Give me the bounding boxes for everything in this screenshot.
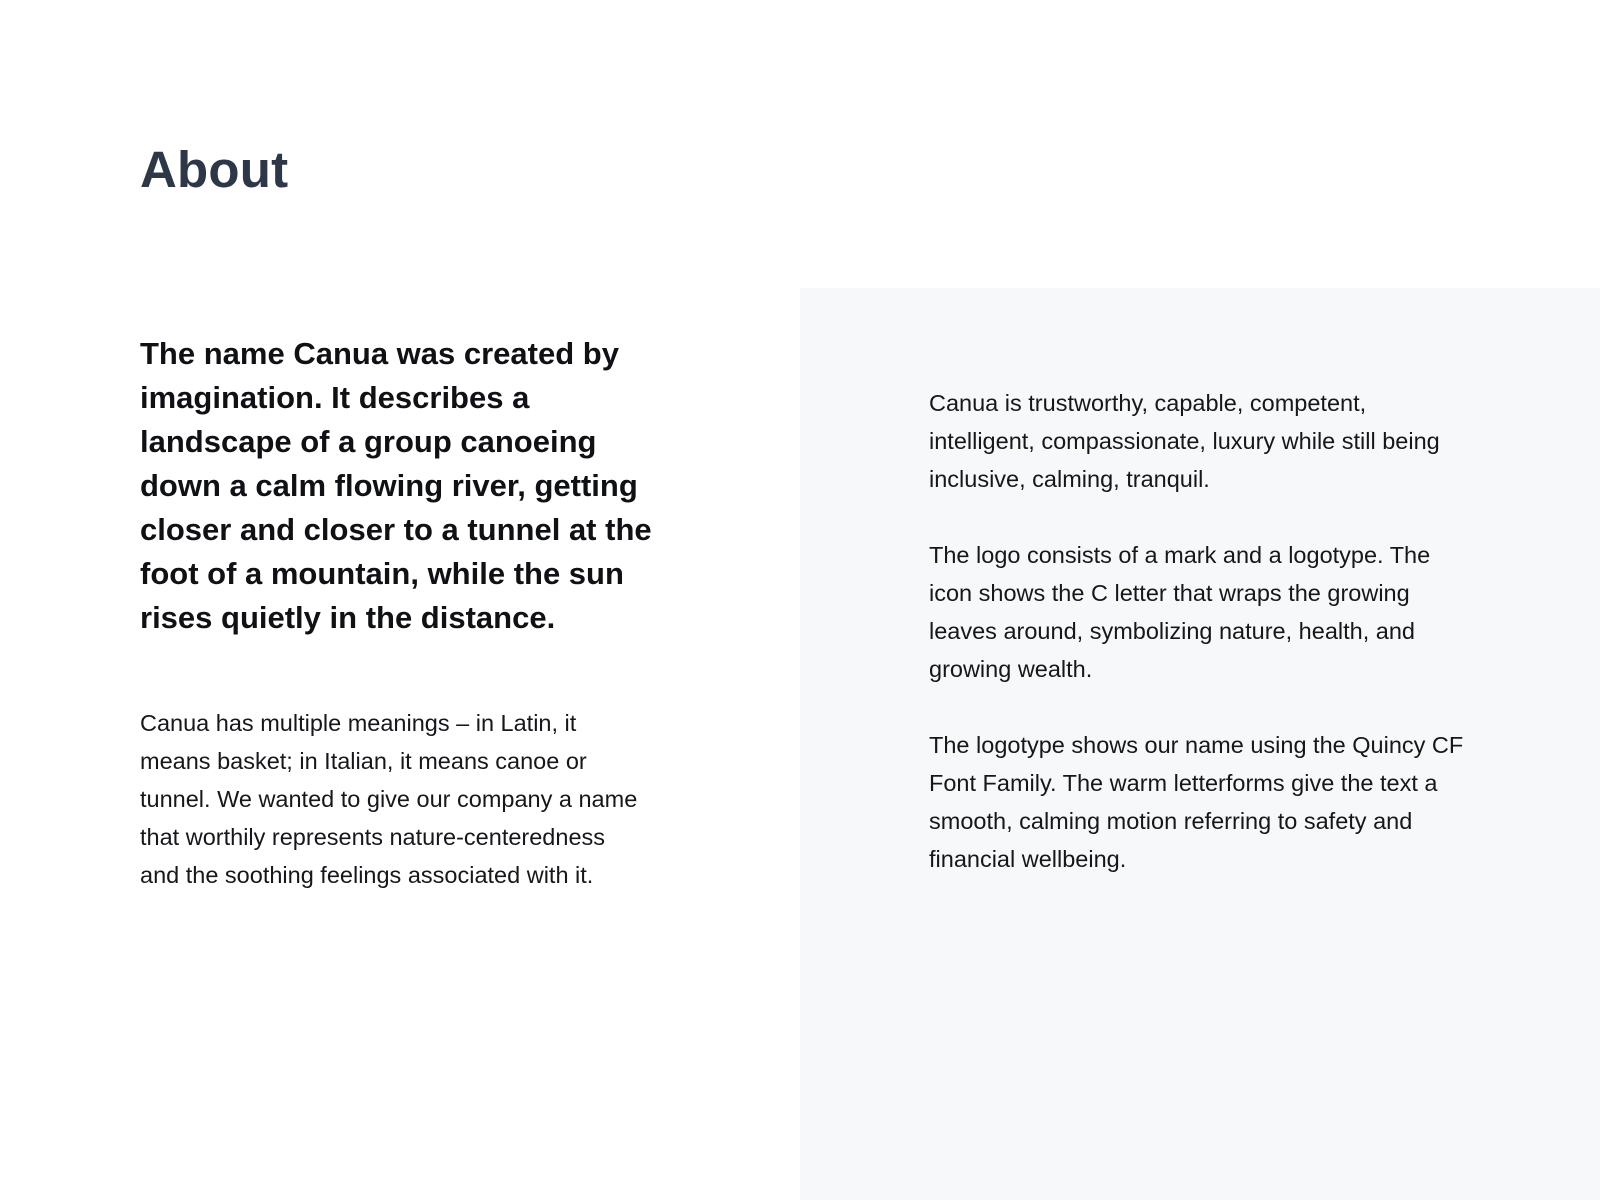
right-text-column <box>929 384 1469 916</box>
logotype-description-paragraph: The logotype shows our name using the Quincy CF Font Family. The warm letterforms give the text a smooth, calming motion referring to safety and financial wellbeing. <box>929 732 1464 872</box>
page-title: About <box>140 141 289 198</box>
lead-paragraph: The name Canua was created by imagination. It describes a landscape of a group canoeing down a calm flowing river, getting closer and closer to a tunnel at the foot of a mountain, while the sun rises quietly in the distance. <box>140 336 652 635</box>
logo-description-paragraph: The logo consists of a mark and a logotype. The icon shows the C letter that wraps the growing leaves around, symbolizing nature, health, and growing wealth. <box>929 542 1431 682</box>
meaning-paragraph: Canua has multiple meanings – in Latin, it means basket; in Italian, it means canoe or tunnel. We wanted to give our company a name that worthily represents nature-centeredness and the soothing feelings associated with it. <box>140 710 638 888</box>
brand-traits-paragraph: Canua is trustworthy, capable, competent, intelligent, compassionate, luxury while still being inclusive, calming, tranquil. <box>929 390 1440 492</box>
